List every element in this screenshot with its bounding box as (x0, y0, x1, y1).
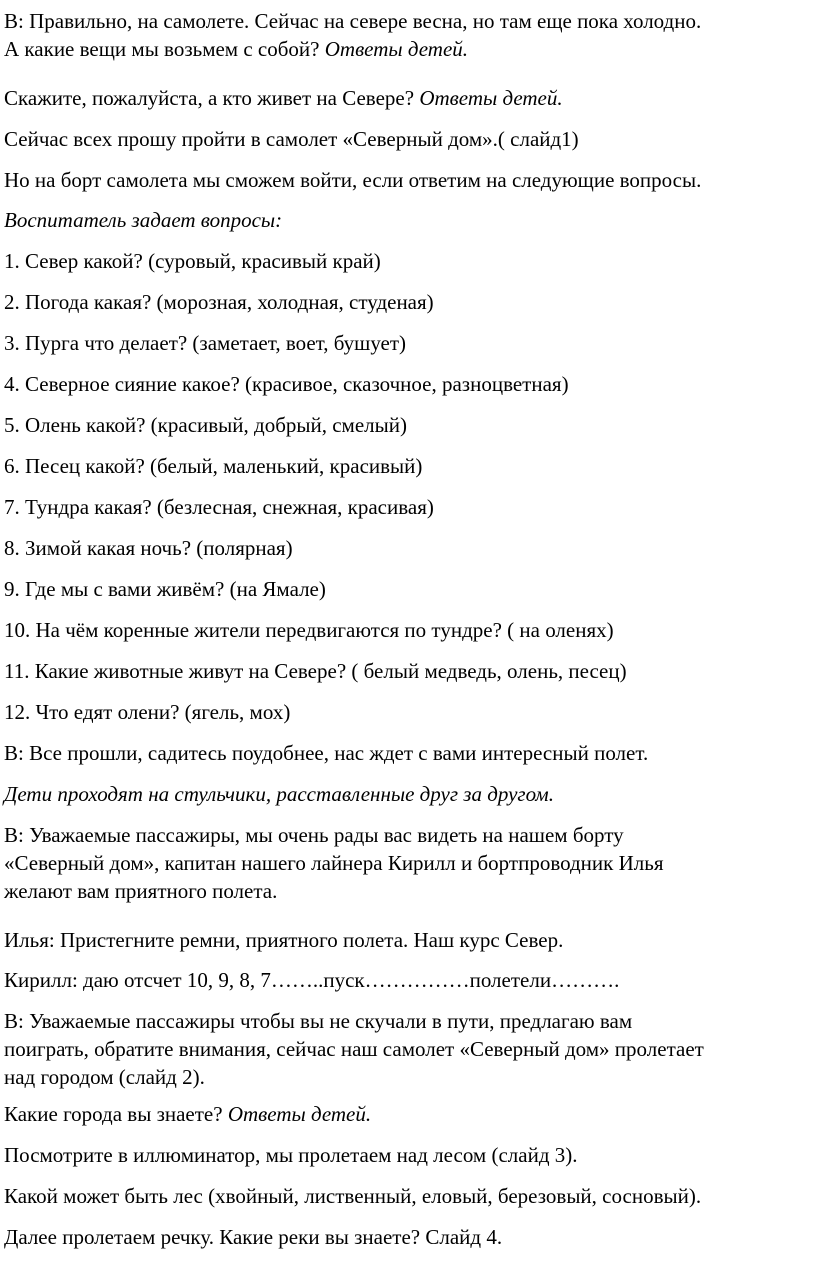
text-line: Кирилл: даю отсчет 10, 9, 8, 7……..пуск……………полетели………. (4, 968, 620, 992)
text-line: 1. Север какой? (суровый, красивый край) (4, 249, 381, 273)
question-item (4, 616, 614, 644)
text-line: Посмотрите в иллюминатор, мы пролетаем над лесом (слайд 3). (4, 1143, 578, 1167)
text-line: над городом (слайд 2). (4, 1065, 205, 1089)
text-span: Какие города вы знаете? (4, 1102, 228, 1126)
paragraph-questions-intro (4, 166, 701, 194)
question-item (4, 698, 290, 726)
text-line: В: Правильно, на самолете. Сейчас на севере весна, но там еще пока холодно. (4, 9, 702, 33)
paragraph-all-aboard (4, 739, 648, 767)
text-line: В: Все прошли, садитесь поудобнее, нас ждет с вами интересный полет. (4, 741, 649, 765)
paragraph-plane-intro (4, 7, 701, 63)
text-line: 3. Пурга что делает? (заметает, воет, бушует) (4, 331, 407, 355)
text-span: А какие вещи мы возьмем с собой? (4, 37, 325, 61)
paragraph-river (4, 1223, 502, 1251)
question-item (4, 370, 569, 398)
text-line: 2. Погода какая? (морозная, холодная, студеная) (4, 290, 434, 314)
question-item (4, 493, 434, 521)
text-line: Илья: Пристегните ремни, приятного полета. Наш курс Север. (4, 928, 564, 952)
text-line: Далее пролетаем речку. Какие реки вы знаете? Слайд 4. (4, 1225, 503, 1249)
question-item (4, 288, 434, 316)
text-line: 12. Что едят олени? (ягель, мох) (4, 700, 291, 724)
text-line: 10. На чём коренные жители передвигаются по тундре? ( на оленях) (4, 618, 614, 642)
text-line: 6. Песец какой? (белый, маленький, красивый) (4, 454, 423, 478)
paragraph-teacher-asks (4, 206, 282, 234)
text-line: В: Уважаемые пассажиры чтобы вы не скучали в пути, предлагаю вам (4, 1009, 633, 1033)
text-line: 5. Олень какой? (красивый, добрый, смелый) (4, 413, 407, 437)
italic-note: Воспитатель задает вопросы: (4, 208, 283, 232)
paragraph-forest-types (4, 1182, 701, 1210)
text-line: 8. Зимой какая ночь? (полярная) (4, 536, 293, 560)
italic-note: Ответы детей. (324, 37, 469, 61)
text-line: 11. Какие животные живут на Севере? ( белый медведь, олень, песец) (4, 659, 627, 683)
text-line: В: Уважаемые пассажиры, мы очень рады вас видеть на нашем борту (4, 823, 624, 847)
paragraph-play-city (4, 1007, 704, 1091)
question-item (4, 411, 407, 439)
italic-note: Дети проходят на стульчики, расставленные друг за другом. (4, 782, 554, 806)
italic-note: Ответы детей. (419, 86, 563, 110)
paragraph-who-lives (4, 84, 563, 112)
text-line: 7. Тундра какая? (безлесная, снежная, красивая) (4, 495, 434, 519)
text-line: поиграть, обратите внимания, сейчас наш самолет «Северный дом» пролетает (4, 1037, 704, 1061)
question-item (4, 247, 381, 275)
text-line: 4. Северное сияние какое? (красивое, сказочное, разноцветная) (4, 372, 569, 396)
text-line (4, 84, 563, 112)
text-line: Какой может быть лес (хвойный, лиственный, еловый, березовый, сосновый). (4, 1184, 702, 1208)
question-item (4, 329, 406, 357)
paragraph-kirill-countdown (4, 966, 619, 994)
question-item (4, 452, 422, 480)
text-line: Но на борт самолета мы сможем войти, если ответим на следующие вопросы. (4, 168, 702, 192)
text-span: Скажите, пожалуйста, а кто живет на Севере? (4, 86, 420, 110)
text-line (4, 1100, 371, 1128)
text-line (4, 35, 701, 63)
text-line: «Северный дом», капитан нашего лайнера Кирилл и бортпроводник Илья (4, 851, 664, 875)
text-line: 9. Где мы с вами живём? (на Ямале) (4, 577, 326, 601)
paragraph-which-cities (4, 1100, 371, 1128)
paragraph-board-plane (4, 125, 579, 153)
paragraph-forest (4, 1141, 578, 1169)
text-line: желают вам приятного полета. (4, 879, 278, 903)
italic-note: Ответы детей. (227, 1102, 372, 1126)
paragraph-welcome-aboard (4, 821, 663, 905)
text-line: Сейчас всех прошу пройти в самолет «Северный дом».( слайд1) (4, 127, 579, 151)
paragraph-ilya-seatbelts (4, 926, 563, 954)
paragraph-children-sit (4, 780, 554, 808)
question-item (4, 657, 627, 685)
question-item (4, 534, 293, 562)
question-item (4, 575, 326, 603)
